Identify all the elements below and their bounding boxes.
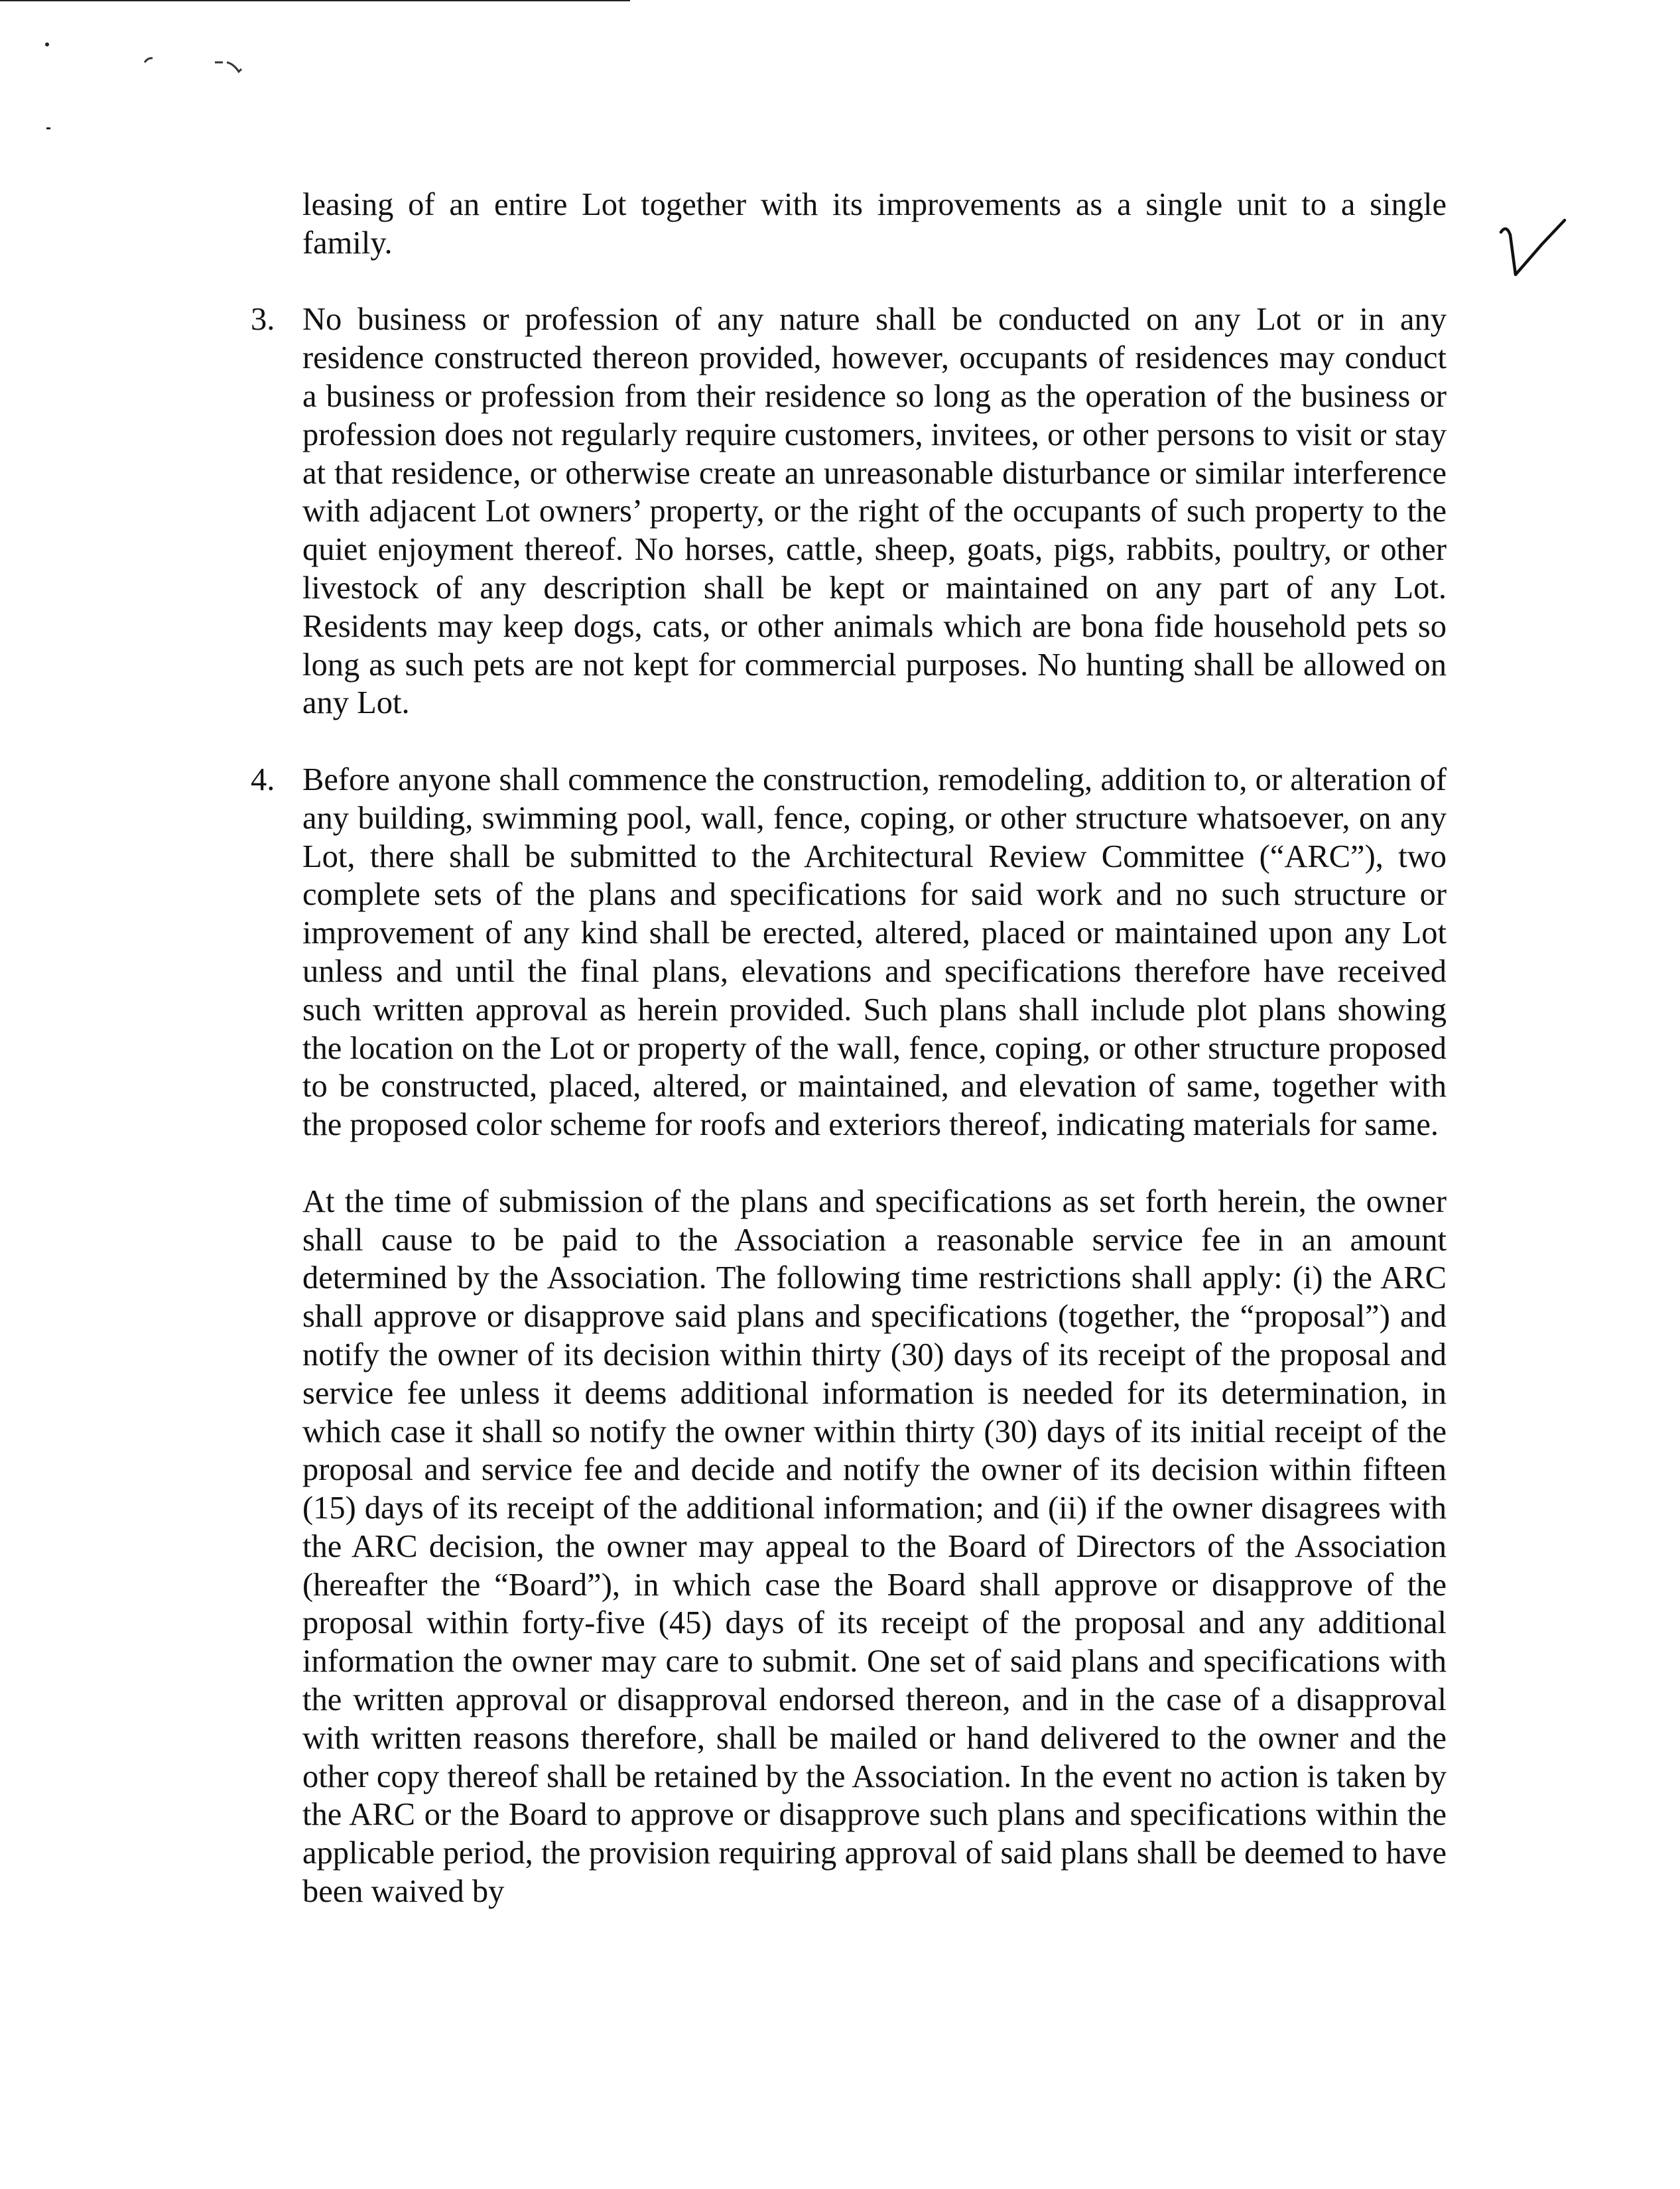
- item-paragraph: No business or profession of any nature shall be conducted on any Lot or in any residence constructed thereon provided, however, occupants of residences may conduct a business or profession from their residence so long as the operation of the business or profession does not regularly require customers, invitees, or other persons to visit or stay at that residence, or otherwise create an unreasonable disturbance or similar interference with adjacent Lot owners’ property, or the right of the occupants of such property to the quiet enjoyment thereof. No horses, cattle, sheep, goats, pigs, rabbits, poultry, or other livestock of any description shall be kept or maintained on any part of any Lot. Residents may keep dogs, cats, or other animals which are bona fide household pets so long as such pets are not kept for commercial purposes. No hunting shall be allowed on any Lot.: [302, 302, 1447, 721]
- handwritten-v-mark: [1496, 211, 1582, 284]
- paragraph-gap: [302, 263, 1447, 301]
- item-paragraph: Before anyone shall commence the construction, remodeling, addition to, or alteration of any building, swimming pool, wall, fence, coping, or other structure whatsoever, on any Lot, there shall be submitted to the Architectural Review Committee (“ARC”), two complete sets of the plans and specifications for said work and no such structure or improvement of any kind shall be erected, altered, placed or maintained upon any Lot unless and until the final plans, elevations and specifications therefore have received such written approval as herein provided. Such plans shall include plot plans showing the location on the Lot or property of the wall, fence, coping, or other structure proposed to be constructed, placed, altered, or maintained, and elevation of same, together with the proposed color scheme for roofs and exteriors thereof, indicating materials for same.: [302, 762, 1447, 1143]
- list-item-3: [251, 300, 1447, 722]
- document-body: [251, 186, 1447, 1911]
- continuation-paragraph: leasing of an entire Lot together with its improvements as a single unit to a single family.: [302, 187, 1447, 261]
- item-4-continuation-paragraph: At the time of submission of the plans and specifications as set forth herein, the owner shall cause to be paid to the Association a reasonable service fee in an amount determined by the Association. The following time restrictions shall apply: (i) the ARC shall approve or disapprove said plans and specifications (together, the “proposal”) and notify the owner of its decision within thirty (30) days of its receipt of the proposal and service fee unless it deems additional information is needed for its determination, in which case it shall so notify the owner within thirty (30) days of its initial receipt of the proposal and service fee and decide and notify the owner of its decision within fifteen (15) days of its receipt of the additional information; and (ii) if the owner disagrees with the ARC decision, the owner may appeal to the Board of Directors of the Association (hereafter the “Board”), in which case the Board shall approve or disapprove of the proposal within forty-five (45) days of its receipt of the proposal and any additional information the owner may care to submit. One set of said plans and specifications with the written approval or disapproval endorsed thereon, and in the case of a disapproval with written reasons therefore, shall be mailed or hand delivered to the owner and the other copy thereof shall be retained by the Association. In the event no action is taken by the ARC or the Board to approve or disapprove such plans and specifications within the applicable period, the provision requiring approval of said plans shall be deemed to have been waived by: [302, 1183, 1447, 1910]
- paragraph-gap: [302, 722, 1447, 761]
- scan-speck: [45, 42, 49, 46]
- scan-speck: [46, 127, 50, 129]
- item-number: 3.: [251, 302, 275, 338]
- scan-speck: [214, 58, 247, 78]
- scan-edge-line: [0, 0, 630, 1]
- list-item-4: [251, 761, 1447, 1144]
- item-number: 4.: [251, 762, 275, 797]
- scan-speck: [142, 53, 162, 66]
- paragraph-gap: [302, 1144, 1447, 1183]
